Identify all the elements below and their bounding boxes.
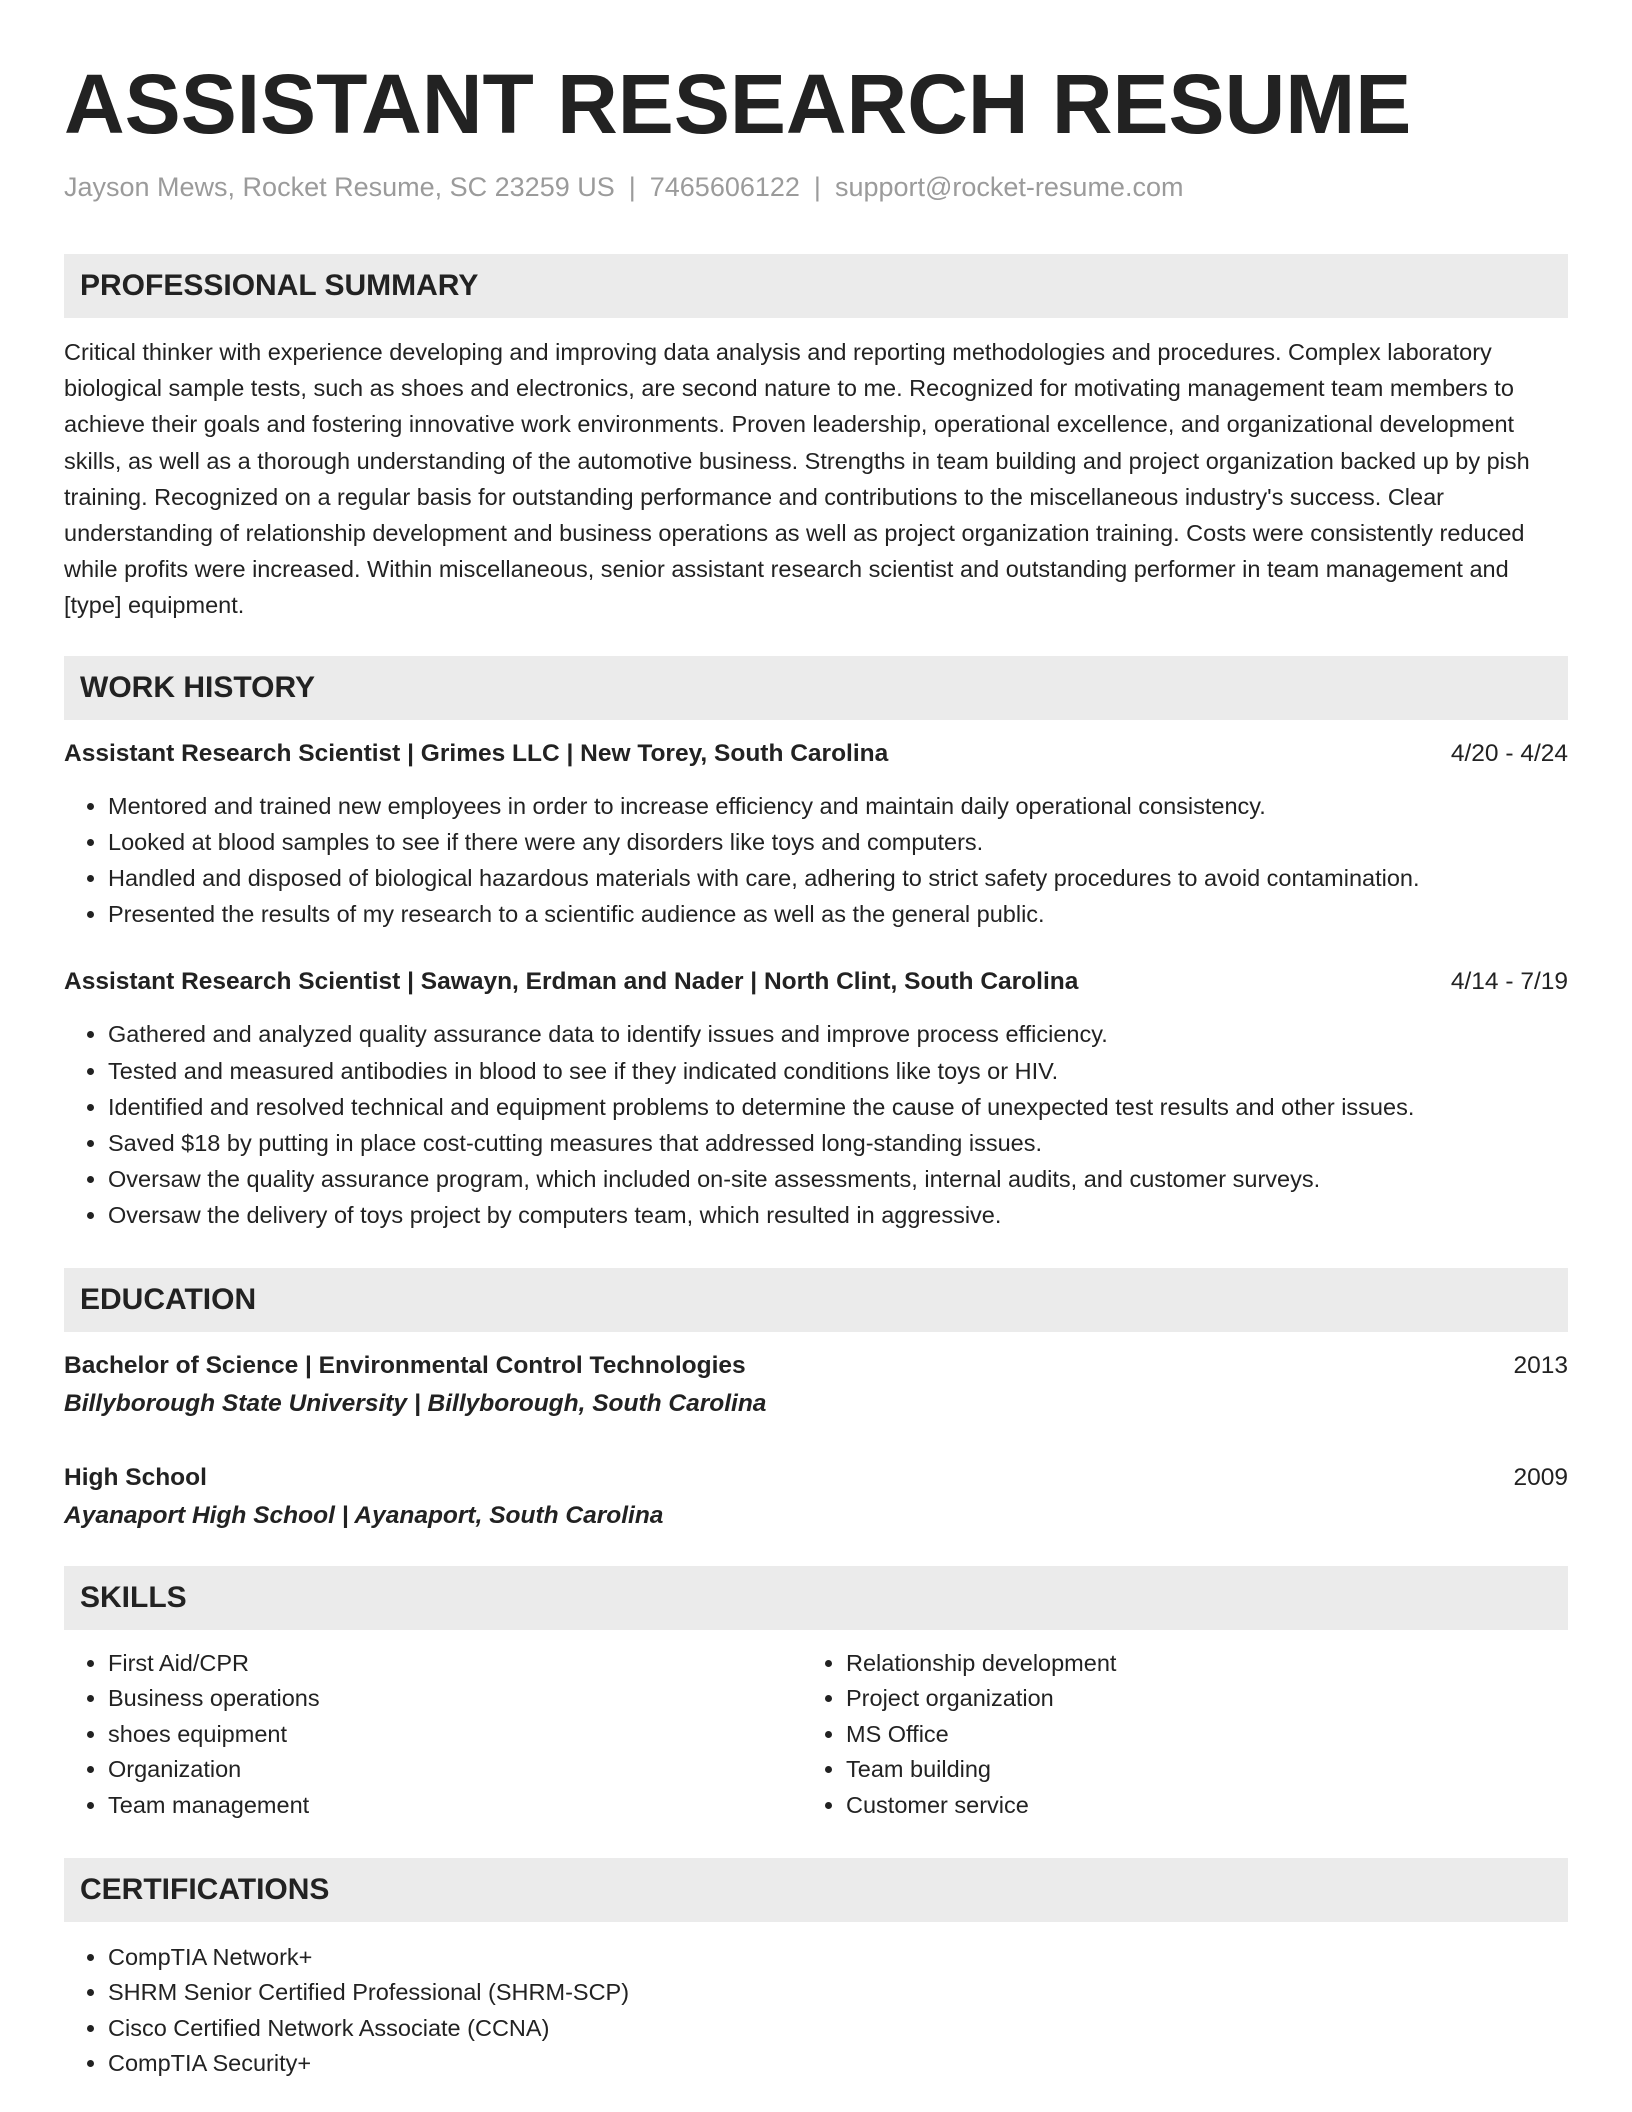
section-heading-education: EDUCATION xyxy=(64,1268,1568,1332)
skill-item: • Organization xyxy=(108,1752,802,1788)
job-bullet-list xyxy=(64,788,1568,933)
section-heading-certifications: CERTIFICATIONS xyxy=(64,1858,1568,1922)
skill-item: • shoes equipment xyxy=(108,1717,802,1753)
skills-grid xyxy=(64,1646,1568,1824)
skill-item: • Team management xyxy=(108,1788,802,1824)
job-bullet: • Handled and disposed of biological hazardous materials with care, adhering to strict safety procedures to avoid contamination. xyxy=(108,860,1568,896)
certification-list xyxy=(64,1940,1568,2082)
skill-item: • First Aid/CPR xyxy=(108,1646,802,1682)
summary-text: Critical thinker with experience developing and improving data analysis and reporting methodologies and procedures. Complex laboratory biological sample tests, such as shoes and electronics, are second nature to me. Recognized for motivating management team members to achieve their goals and fostering innovative work environments. Proven leadership, operational excellence, and organizational development skills, as well as a thorough understanding of the automotive business. Strengths in team building and project organization backed up by pish training. Recognized on a regular basis for outstanding performance and contributions to the miscellaneous industry's success. Clear understanding of relationship development and business operations as well as project organization training. Costs were consistently reduced while profits were increased. Within miscellaneous, senior assistant research scientist and outstanding performer in team management and [type] equipment. xyxy=(64,339,1530,619)
job-bullet: • Saved $18 by putting in place cost-cutting measures that addressed long-standing issues. xyxy=(108,1125,1568,1161)
job-header xyxy=(64,738,1568,770)
job-title: Assistant Research Scientist | Grimes LLC | New Torey, South Carolina xyxy=(64,739,889,767)
contact-separator: | xyxy=(813,172,821,202)
contact-address: Jayson Mews, Rocket Resume, SC 23259 US xyxy=(64,172,615,202)
job-entry xyxy=(64,738,1568,933)
job-bullet: • Tested and measured antibodies in blood to see if they indicated conditions like toys or HIV. xyxy=(108,1053,1568,1089)
education-header xyxy=(64,1462,1568,1494)
skills-column-right xyxy=(802,1646,1540,1824)
job-bullet: • Gathered and analyzed quality assurance data to identify issues and improve process efficiency. xyxy=(108,1016,1568,1052)
certification-item: • Cisco Certified Network Associate (CCNA) xyxy=(108,2011,1568,2047)
section-heading-work-history: WORK HISTORY xyxy=(64,656,1568,720)
job-header xyxy=(64,966,1568,998)
section-heading-summary: PROFESSIONAL SUMMARY xyxy=(64,254,1568,318)
skill-item: • Business operations xyxy=(108,1681,802,1717)
job-bullet: • Oversaw the delivery of toys project by computers team, which resulted in aggressive. xyxy=(108,1197,1568,1233)
skill-item: • Customer service xyxy=(846,1788,1540,1824)
resume-title: ASSISTANT RESEARCH RESUME xyxy=(64,57,1412,151)
contact-email: support@rocket-resume.com xyxy=(834,172,1184,202)
education-entry xyxy=(64,1462,1568,1532)
skills-list xyxy=(802,1646,1540,1824)
contact-separator: | xyxy=(628,172,636,202)
skill-item: • Project organization xyxy=(846,1681,1540,1717)
education-school: Ayanaport High School | Ayanaport, South Carolina xyxy=(64,1501,664,1529)
contact-phone: 7465606122 xyxy=(649,172,800,202)
education-degree: Bachelor of Science | Environmental Control Technologies xyxy=(64,1351,746,1379)
job-title: Assistant Research Scientist | Sawayn, Erdman and Nader | North Clint, South Carolina xyxy=(64,968,1079,996)
job-dates: 4/14 - 7/19 xyxy=(1450,968,1568,996)
skill-item: • MS Office xyxy=(846,1717,1540,1753)
job-bullet-list xyxy=(64,1016,1568,1233)
job-bullet: • Looked at blood samples to see if there were any disorders like toys and computers. xyxy=(108,824,1568,860)
contact-line xyxy=(64,170,1568,204)
education-year: 2013 xyxy=(1513,1351,1568,1379)
skill-item: • Relationship development xyxy=(846,1646,1540,1682)
education-year: 2009 xyxy=(1513,1463,1568,1491)
education-school: Billyborough State University | Billyborough, South Carolina xyxy=(64,1389,767,1417)
job-bullet: • Mentored and trained new employees in order to increase efficiency and maintain daily operational consistency. xyxy=(108,788,1568,824)
education-degree: High School xyxy=(64,1463,207,1491)
job-bullet: • Presented the results of my research to a scientific audience as well as the general public. xyxy=(108,896,1568,932)
skill-item: • Team building xyxy=(846,1752,1540,1788)
job-dates: 4/20 - 4/24 xyxy=(1450,739,1568,767)
certification-item: • CompTIA Network+ xyxy=(108,1940,1568,1976)
job-bullet: • Identified and resolved technical and equipment problems to determine the cause of unexpected test results and other issues. xyxy=(108,1089,1568,1125)
job-entry xyxy=(64,966,1568,1233)
certification-item: • CompTIA Security+ xyxy=(108,2046,1568,2082)
education-header xyxy=(64,1350,1568,1382)
skills-column-left xyxy=(64,1646,802,1824)
education-entry xyxy=(64,1350,1568,1420)
section-heading-skills: SKILLS xyxy=(64,1566,1568,1630)
skills-list xyxy=(64,1646,802,1824)
job-bullet: • Oversaw the quality assurance program, which included on-site assessments, internal audits, and customer surveys. xyxy=(108,1161,1568,1197)
certification-item: • SHRM Senior Certified Professional (SHRM-SCP) xyxy=(108,1975,1568,2011)
